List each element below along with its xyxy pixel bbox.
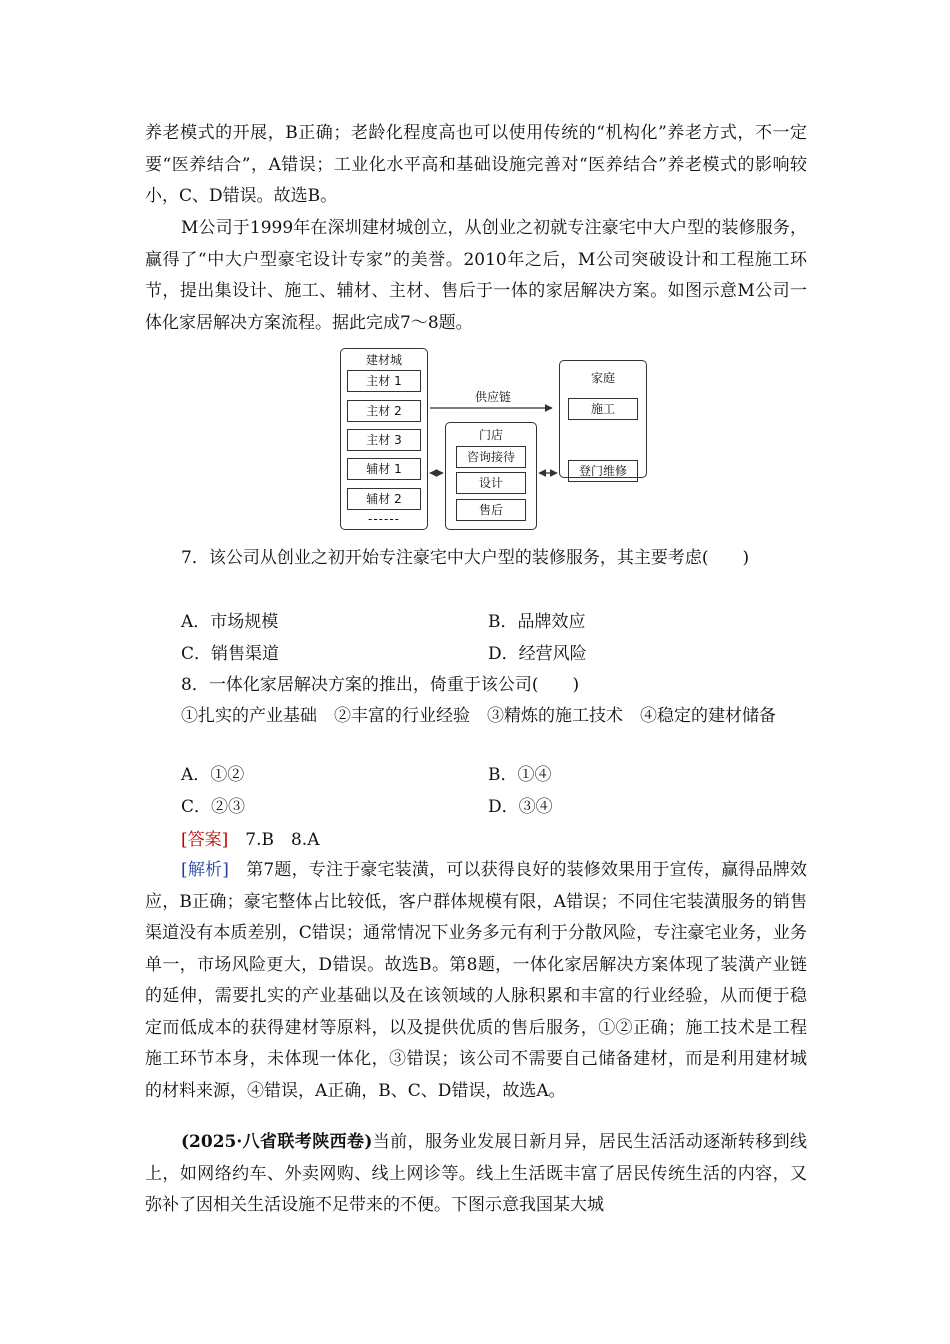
store-item-consult: 咨询接待: [456, 446, 526, 468]
market-item-4: 辅材 1: [347, 458, 421, 480]
process-diagram: [338, 346, 650, 534]
market-item-2: 主材 2: [347, 400, 421, 422]
analysis-label: [解析]: [181, 860, 229, 880]
market-item-5: 辅材 2: [347, 488, 421, 510]
question-7-option-a: A．市场规模: [181, 612, 279, 632]
home-item-construction: 施工: [568, 398, 638, 420]
market-item-1: 主材 1: [347, 370, 421, 392]
next-question-source: (2025·八省联考陕西卷): [181, 1132, 373, 1152]
store-title: 门店: [478, 428, 503, 442]
question-8-option-a: A．①②: [181, 765, 245, 785]
question-intro: M公司于1999年在深圳建材城创立，从创业之初就专注豪宅中大户型的装修服务，赢得了“中大户型豪宅设计专家”的美誉。2010年之后，M公司突破设计和工程施工环节，提出集设计、施工、辅材、主材、售后于一体的家居解决方案。如图示意M公司一体化家居解决方案流程。据此完成7～8题。: [145, 218, 807, 333]
store-item-aftersale: 售后: [456, 499, 526, 521]
question-7-option-c: C．销售渠道: [181, 644, 280, 664]
market-item-3: 主材 3: [347, 429, 421, 451]
analysis-text: 第7题，专注于豪宅装潢，可以获得良好的装修效果用于宣传，赢得品牌效应，B正确；豪宅整体占比较低，客户群体规模有限，A错误；不同住宅装潢服务的销售渠道没有本质差别，C错误；通常情况下业务多元有利于分散风险，专注豪宅业务，业务单一，市场风险更大，D错误。故选B。第8题，一体化家居解决方案体现了装潢产业链的延伸，需要扎实的产业基础以及在该领域的人脉积累和丰富的行业经验，从而便于稳定而低成本的获得建材等原料，以及提供优质的售后服务，①②正确；施工技术是工程施工环节本身，未体现一体化，③错误；该公司不需要自己储备建材，而是利用建材城的材料来源，④错误，A正确，B、C、D错误，故选A。: [145, 860, 807, 1101]
supply-chain-label: 供应链: [474, 390, 511, 404]
next-question-text: 当前，服务业发展日新月异，居民生活活动逐渐转移到线上，如网络约车、外卖网购、线上网诊等。线上生活既丰富了居民传统生活的内容，又弥补了因相关生活设施不足带来的不便。下图示意我国某大城: [145, 1132, 808, 1215]
previous-answer-paragraph: 养老模式的开展，B正确；老龄化程度高也可以使用传统的“机构化”养老方式，不一定要“医养结合”，A错误；工业化水平高和基础设施完善对“医养结合”养老模式的影响较小，C、D错误。故选B。: [145, 123, 807, 206]
answer-text: 7.B 8.A: [228, 830, 320, 850]
answer-line: [181, 825, 319, 856]
question-7-option-d: D．经营风险: [488, 644, 587, 664]
question-8-items: ①扎实的产业基础 ②丰富的行业经验 ③精炼的施工技术 ④稳定的建材储备: [181, 706, 776, 726]
question-8-stem: 8．一体化家居解决方案的推出，倚重于该公司( ): [181, 675, 580, 695]
analysis-paragraph: [145, 855, 807, 1107]
market-more-indicator: ------: [368, 512, 400, 526]
home-title: 家庭: [590, 371, 615, 385]
diagram-arrows: [338, 346, 650, 534]
question-8-option-d: D．③④: [488, 797, 553, 817]
store-item-design: 设计: [456, 472, 526, 494]
question-7-option-b: B．品牌效应: [488, 612, 586, 632]
question-8-option-b: B．①④: [488, 765, 552, 785]
question-8-option-c: C．②③: [181, 797, 246, 817]
next-question-intro: [145, 1127, 807, 1222]
home-item-repair: 登门维修: [568, 460, 638, 482]
question-7-stem: 7．该公司从创业之初开始专注豪宅中大户型的装修服务，其主要考虑( ): [181, 548, 750, 568]
building-market-title: 建材城: [365, 353, 402, 367]
answer-label: [答案]: [181, 830, 229, 850]
